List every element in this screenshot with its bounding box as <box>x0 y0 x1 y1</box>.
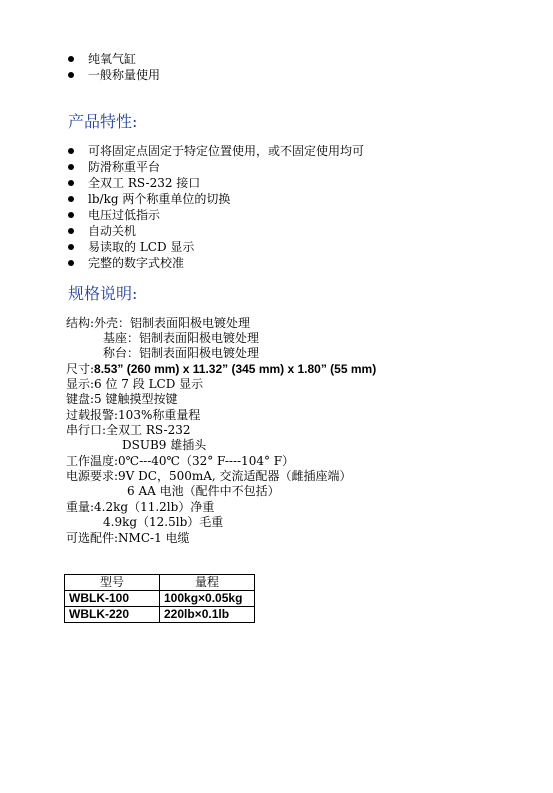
features-list <box>68 143 364 271</box>
bullet-icon <box>68 260 74 266</box>
spec-power-battery: 6 AA 电池（配件中不包括） <box>127 484 280 498</box>
spec-temperature: 工作温度:0℃---40℃（32° F----104° F） <box>66 454 295 468</box>
list-item: 电压过低指示 <box>68 207 364 223</box>
bullet-icon <box>68 56 74 62</box>
table-row <box>65 591 255 607</box>
specs-heading: 规格说明: <box>68 284 138 303</box>
list-item: 完整的数字式校准 <box>68 255 364 271</box>
bullet-icon <box>68 148 74 154</box>
list-item: 自动关机 <box>68 223 364 239</box>
bullet-icon <box>68 212 74 218</box>
spec-overload: 过载报警:103%称重量程 <box>66 408 201 422</box>
column-header-model: 型号 <box>65 575 160 591</box>
spec-base: 基座：铝制表面阳极电镀处理 <box>103 331 260 345</box>
spec-keypad: 键盘:5 键触摸型按键 <box>66 392 178 406</box>
bullet-icon <box>68 228 74 234</box>
list-item: 防滑称重平台 <box>68 159 364 175</box>
bullet-icon <box>68 196 74 202</box>
spec-power: 电源要求:9V DC，500mA, 交流适配器（雌插座端） <box>66 469 352 483</box>
table-cell: 220lb×0.1lb <box>160 607 255 623</box>
list-item: 易读取的 LCD 显示 <box>68 239 364 255</box>
list-item: 纯氧气缸 <box>68 51 160 67</box>
bullet-icon <box>68 180 74 186</box>
table-row <box>65 607 255 623</box>
features-heading: 产品特性: <box>68 112 138 131</box>
table-cell: WBLK-100 <box>65 591 160 607</box>
spec-platform: 称台：铝制表面阳极电镀处理 <box>103 346 260 360</box>
table-cell: 100kg×0.05kg <box>160 591 255 607</box>
list-item: 可将固定点固定于特定位置使用，或不固定使用均可 <box>68 143 364 159</box>
table-header-row <box>65 575 255 591</box>
spec-structure: 结构:外壳：铝制表面阳极电镀处理 <box>66 316 251 330</box>
column-header-range: 量程 <box>160 575 255 591</box>
spec-options: 可选配件:NMC-1 电缆 <box>66 531 190 545</box>
bullet-icon <box>68 72 74 78</box>
list-item: 一般称量使用 <box>68 67 160 83</box>
spec-weight: 重量:4.2kg（11.2lb）净重 <box>66 500 215 514</box>
spec-weight-gross: 4.9kg（12.5lb）毛重 <box>103 515 224 529</box>
top-list <box>68 51 160 83</box>
model-table <box>64 574 255 623</box>
bullet-icon <box>68 244 74 250</box>
list-item: lb/kg 两个称重单位的切换 <box>68 191 364 207</box>
spec-display: 显示:6 位 7 段 LCD 显示 <box>66 377 204 391</box>
spec-size: 尺寸:8.53” (260 mm) x 11.32” (345 mm) x 1.80” (55 mm) <box>66 362 377 376</box>
table-cell: WBLK-220 <box>65 607 160 623</box>
list-item: 全双工 RS-232 接口 <box>68 175 364 191</box>
spec-serial-connector: DSUB9 雄插头 <box>122 438 207 452</box>
bullet-icon <box>68 164 74 170</box>
spec-serial: 串行口:全双工 RS-232 <box>66 423 191 437</box>
